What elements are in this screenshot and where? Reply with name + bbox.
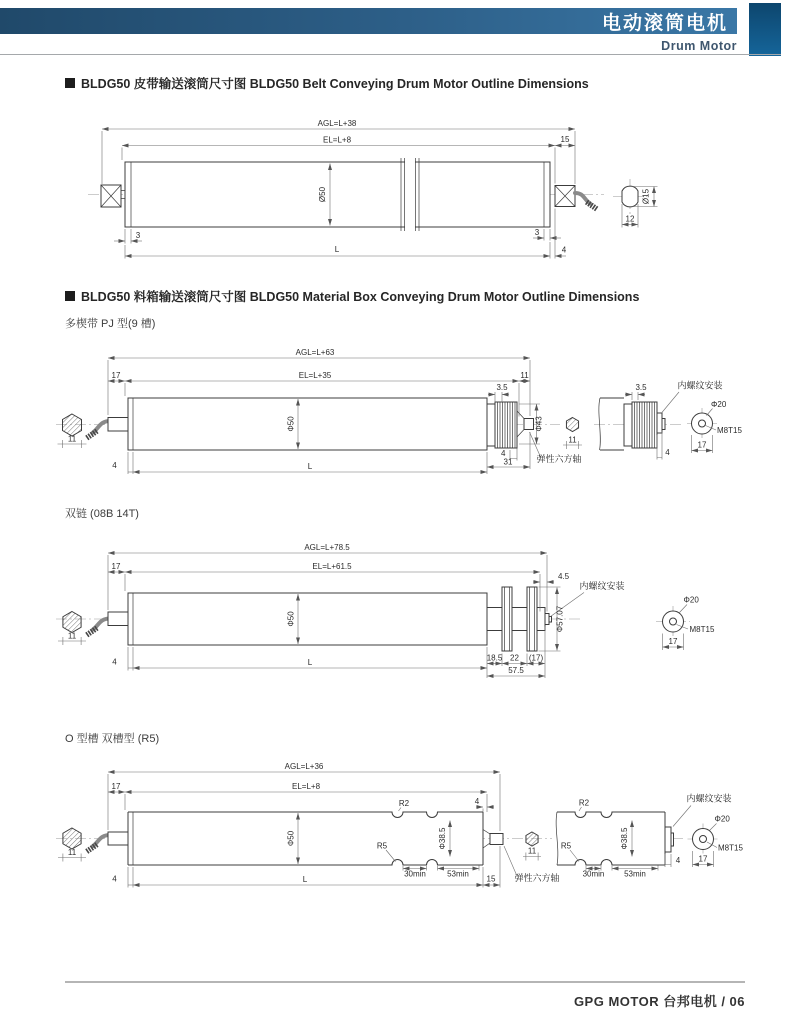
dim-17-label: 17 xyxy=(111,562,121,571)
power-cable xyxy=(86,835,110,852)
pj-pulley xyxy=(495,402,517,448)
dim-dia38-label: Φ38.5 xyxy=(438,827,447,850)
dim-4-label: 4 xyxy=(561,245,567,255)
dim-r5-label: R5 xyxy=(376,841,388,851)
dim-m8-label: M8T15 xyxy=(717,426,742,435)
dim-L-label: L xyxy=(307,658,313,667)
thread-mount-label: 内螺纹安装 xyxy=(579,581,625,591)
belt-drum-drawing xyxy=(0,105,800,267)
elastic-hex-shaft xyxy=(524,419,534,430)
dim-12-label: 12 xyxy=(625,214,635,224)
thread-mount-label: 内螺纹安装 xyxy=(677,380,723,391)
hex-shaft-section xyxy=(58,828,86,862)
page-title-cn: 电动滚筒电机 xyxy=(601,12,728,34)
section-title-belt xyxy=(65,74,589,92)
sprocket-2 xyxy=(527,587,537,651)
dim-dia50-label: Ø50 xyxy=(318,186,327,203)
pj-drum-drawing xyxy=(0,338,800,482)
thread-mount-label: 内螺纹安装 xyxy=(686,793,732,804)
header-divider xyxy=(0,54,781,55)
dim-30min-label: 30min xyxy=(404,869,426,879)
variant-r5-label: R5 xyxy=(560,841,572,851)
dim-4-left-label: 4 xyxy=(112,874,117,884)
dim-15-label: 15 xyxy=(560,135,570,144)
dim-11-label: 11 xyxy=(520,371,529,380)
dim-31-label: 31 xyxy=(503,457,513,467)
dim-dia43-label: Φ43 xyxy=(534,416,544,432)
section-title-text: BLDG50 料箱输送滚筒尺寸图 BLDG50 Material Box Conveying Drum Motor Outline Dimensions xyxy=(81,290,640,304)
variant-dia38-label: Φ38.5 xyxy=(620,827,629,850)
dim-el-label: EL=L+35 xyxy=(298,371,332,380)
footer-text: GPG MOTOR 台邦电机 / 06 xyxy=(573,994,745,1009)
variant-r2-label: R2 xyxy=(578,798,590,808)
power-cable xyxy=(86,421,110,439)
dim-r2-label: R2 xyxy=(398,799,410,808)
ogroove-type-label: O 型槽 双槽型 (R5) xyxy=(65,733,160,745)
dim-17-label: 17 xyxy=(111,782,121,791)
dim-agl-label: AGL=L+78.5 xyxy=(304,543,350,552)
footer-divider xyxy=(65,981,745,983)
hex-shaft-section xyxy=(58,612,86,646)
header-bar xyxy=(0,8,737,34)
dim-dia57-label: Φ57.07 xyxy=(555,605,565,633)
page-subtitle-en: Drum Motor xyxy=(661,39,737,53)
hex-shaft-section xyxy=(58,414,87,448)
dim-el-label: EL=L+61.5 xyxy=(312,562,352,571)
variant-53min-label: 53min xyxy=(624,869,646,879)
right-bearing-shaft xyxy=(555,186,575,207)
dim-4-label: 4 xyxy=(112,657,117,667)
variant-4-label: 4 xyxy=(675,856,681,865)
elastic-shaft-label: 弹性六方轴 xyxy=(514,873,560,883)
variant-4-label: 4 xyxy=(665,448,670,457)
dim-18p5-label: 18.5 xyxy=(486,653,503,663)
drum-body xyxy=(125,158,550,231)
dim-dia20-label: Φ20 xyxy=(714,814,730,824)
section-marker-icon xyxy=(65,291,75,301)
dim-L-label: L xyxy=(334,245,340,254)
pj-type-label: 多楔带 PJ 型(9 槽) xyxy=(65,318,156,330)
header-accent-block xyxy=(749,3,781,56)
elastic-shaft-label: 弹性六方轴 xyxy=(536,454,582,464)
dim-agl-label: AGL=L+36 xyxy=(284,762,324,771)
small-hex-section xyxy=(523,832,541,861)
dim-dia20-label: Φ20 xyxy=(711,400,727,409)
dim-el-label: EL=L+8 xyxy=(291,782,321,791)
power-cable xyxy=(86,619,110,636)
dim-dia50-label: Φ50 xyxy=(286,830,296,847)
hex-11-label: 11 xyxy=(67,434,77,444)
variant-30min-label: 30min xyxy=(582,869,605,879)
dim-agl-label: AGL=L+38 xyxy=(317,119,357,128)
small-hex-section xyxy=(563,418,582,450)
dim-m8-label: M8T15 xyxy=(718,843,743,853)
drum-body xyxy=(108,587,552,651)
dim-17-end-label: 17 xyxy=(697,440,707,450)
variant-3p5-label: 3.5 xyxy=(635,383,647,392)
ogroove-drum-drawing xyxy=(0,753,800,903)
dim-dia20-label: Φ20 xyxy=(683,595,699,605)
hex-11-right-label: 11 xyxy=(568,435,577,445)
hex-11-label: 11 xyxy=(67,848,77,857)
power-cable xyxy=(575,193,598,210)
dim-dia15-label: Ø15 xyxy=(641,188,651,205)
dim-22-label: 22 xyxy=(510,653,519,663)
drum-body xyxy=(108,398,534,450)
section-marker-icon xyxy=(65,78,75,88)
dim-dia50-label: Φ50 xyxy=(286,416,296,432)
dim-el-label: EL=L+8 xyxy=(322,135,352,145)
dim-17-end-label: 17 xyxy=(668,637,678,646)
dim-L-label: L xyxy=(307,462,313,471)
dim-dia50-label: Φ50 xyxy=(286,611,296,627)
dim-17p-label: (17) xyxy=(528,653,544,663)
dim-L-label: L xyxy=(302,875,308,884)
left-bearing-shaft xyxy=(101,185,125,207)
dim-53min-label: 53min xyxy=(447,869,469,879)
dim-57p5-label: 57.5 xyxy=(508,666,524,675)
dim-4-right-label: 4 xyxy=(501,449,506,458)
elastic-hex-shaft xyxy=(490,834,503,845)
hex-11-label: 11 xyxy=(67,631,77,641)
chain-type-label: 双链 (08B 14T) xyxy=(65,508,139,520)
dim-17-label: 17 xyxy=(111,371,121,380)
dim-17-end-label: 17 xyxy=(698,854,708,864)
dim-4-left-label: 4 xyxy=(112,461,117,470)
dim-4p5-label: 4.5 xyxy=(558,572,570,581)
section-title-material-box xyxy=(65,287,639,305)
dim-3p5-label: 3.5 xyxy=(496,383,508,392)
chain-drum-drawing xyxy=(0,528,800,696)
dim-agl-label: AGL=L+63 xyxy=(295,348,335,357)
hex-11-right-label: 11 xyxy=(527,846,537,856)
dim-m8-label: M8T15 xyxy=(689,625,715,634)
dim-4-top-label: 4 xyxy=(474,797,480,806)
dim-3-right-label: 3 xyxy=(534,228,540,237)
section-title-text: BLDG50 皮带输送滚筒尺寸图 BLDG50 Belt Conveying Drum Motor Outline Dimensions xyxy=(81,77,589,91)
dim-3-left-label: 3 xyxy=(135,231,141,240)
sprocket-1 xyxy=(502,587,512,651)
dim-15-label: 15 xyxy=(486,874,496,884)
